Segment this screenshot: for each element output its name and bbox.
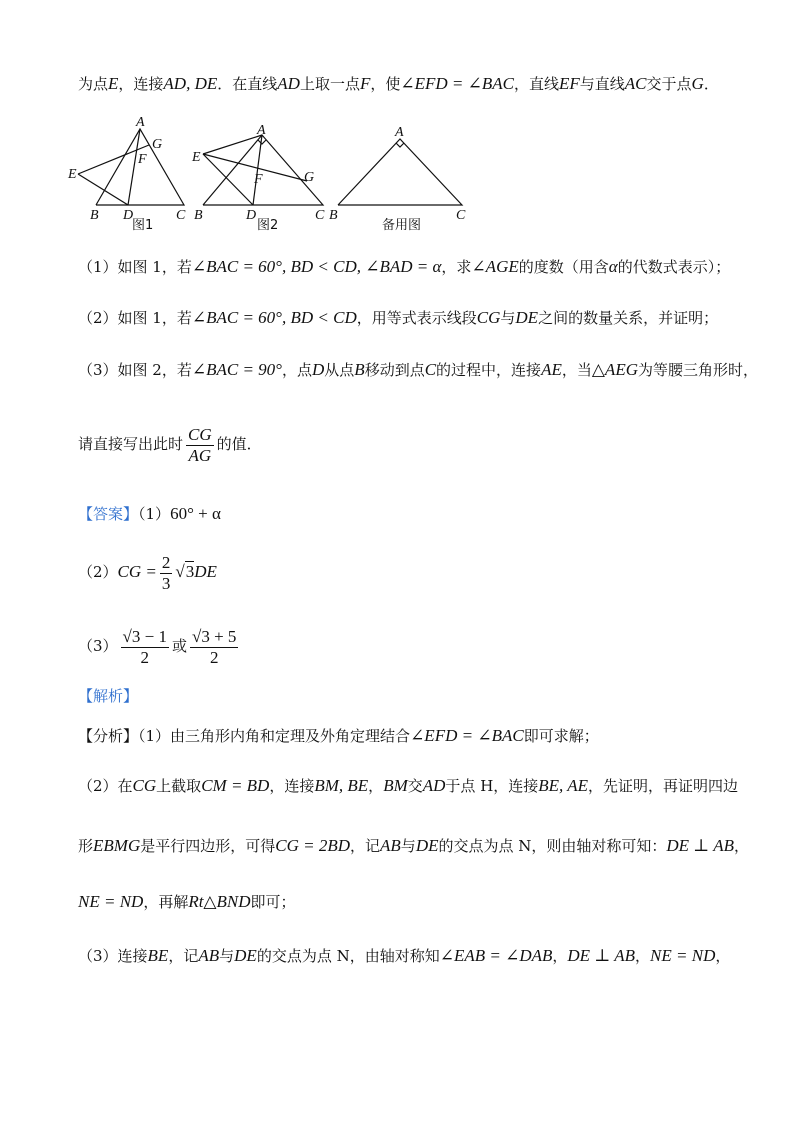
math: AC [624, 74, 647, 93]
math: G [691, 74, 704, 93]
analysis-line-5 [78, 946, 730, 966]
numerator: √3 − 1 [122, 626, 167, 646]
math: CG = [117, 562, 157, 581]
text: ，用等式表示线段 [356, 309, 477, 327]
math: CG [132, 776, 157, 795]
math: ∠BAC = 90° [191, 360, 282, 379]
fig2-caption: 图2 [257, 218, 279, 233]
math: DE ⊥ AB [666, 836, 735, 855]
geometry-figures [66, 112, 486, 237]
text: 的度数（用含 [518, 258, 609, 276]
math: ∠BAC = 60°, BD < CD [191, 308, 357, 327]
radicand: 3 [185, 562, 195, 581]
math: AD [277, 74, 300, 93]
math: BM [383, 776, 408, 795]
math: DE [234, 946, 257, 965]
text: ，再解 [143, 893, 189, 911]
question-3 [78, 360, 758, 380]
text: （1）如图 1，若 [78, 258, 192, 276]
question-3-cont [78, 424, 262, 465]
math: ∠EAB = ∠DAB [439, 946, 553, 965]
math: Rt△BND [188, 892, 251, 911]
math: △AEG [591, 360, 638, 379]
fig2-label-G: G [304, 170, 315, 185]
denominator: AG [188, 445, 212, 465]
fig2-label-F: F [254, 172, 263, 187]
text: （1） [138, 505, 171, 523]
answer-2 [78, 552, 217, 593]
fraction-answer-b [190, 628, 238, 667]
math: ∠EFD = ∠BAC [410, 726, 524, 745]
text: （3）连接 [78, 947, 148, 965]
analysis-tag-line [78, 686, 138, 706]
math: CM = BD [201, 776, 270, 795]
fig1-label-A: A [136, 115, 145, 130]
text: 移动到点 [364, 361, 425, 379]
math: ∠EFD = ∠BAC [400, 74, 514, 93]
fig2-label-B: B [194, 208, 203, 223]
math: ∠BAC = 60°, BD < CD, ∠BAD = α [191, 257, 442, 276]
text: 上取一点 [299, 75, 360, 93]
text: 与 [500, 309, 516, 327]
analysis-tag: 【解析】 [78, 687, 139, 705]
math: 60° + α [170, 504, 221, 523]
math: CG = 2BD [275, 836, 350, 855]
denominator: 2 [140, 647, 149, 667]
math: DE [194, 562, 217, 581]
text: （2）在 [78, 777, 133, 795]
fig2-label-C: C [315, 208, 325, 223]
fig3-label-A: A [395, 125, 404, 140]
fig3-caption: 备用图 [382, 218, 422, 233]
text: ，记 [168, 947, 199, 965]
math: AE [541, 360, 562, 379]
text: ， [715, 947, 731, 965]
figure-3-lines [338, 139, 462, 205]
text: ， [635, 947, 651, 965]
text: ，当 [561, 361, 592, 379]
text: ，记 [350, 837, 381, 855]
text: 交于点 [646, 75, 692, 93]
fig1-label-E: E [68, 167, 77, 182]
text: （2） [78, 563, 118, 581]
text: 于点 H，连接 [445, 777, 539, 795]
fig1-label-C: C [176, 208, 186, 223]
text: 即可求解； [523, 727, 599, 745]
text: （3）如图 2，若 [78, 361, 192, 379]
math: C [424, 360, 437, 379]
math: α [608, 257, 618, 276]
text: 是平行四边形，可得 [140, 837, 276, 855]
text: 上截取 [156, 777, 202, 795]
question-1 [78, 257, 730, 277]
text: 的交点为点 N，由轴对称知 [256, 947, 440, 965]
fraction-answer-a [121, 628, 169, 667]
math: DE [515, 308, 539, 327]
text: 与 [219, 947, 235, 965]
text: ，先证明，再证明四边 [588, 777, 739, 795]
figure-1-lines [78, 129, 184, 205]
denominator: 3 [161, 573, 171, 593]
answer-tag: 【答案】 [78, 505, 139, 523]
fig1-label-B: B [90, 208, 99, 223]
text: （2）如图 1，若 [78, 309, 192, 327]
text: ． [703, 75, 719, 93]
math: AD, DE [163, 74, 218, 93]
text: 从点 [324, 361, 355, 379]
fig1-caption: 图1 [132, 218, 154, 233]
math: CG [476, 308, 501, 327]
math: F [359, 74, 371, 93]
fraction-two-thirds [160, 554, 173, 593]
math: AB [380, 836, 401, 855]
text: ，求 [441, 258, 472, 276]
math: EF [559, 74, 580, 93]
fig1-label-G: G [152, 137, 163, 152]
fraction-cg-ag [186, 426, 214, 465]
analysis-line-1 [78, 726, 599, 746]
text: 的交点为点 N，则由轴对称可知： [438, 837, 667, 855]
text: ．在直线 [217, 75, 278, 93]
text: 交 [407, 777, 423, 795]
numerator: CG [188, 424, 212, 444]
math: D [312, 360, 325, 379]
text: 与直线 [579, 75, 625, 93]
text: 请直接写出此时 [78, 435, 184, 453]
answer-1 [78, 504, 221, 524]
math: E [108, 74, 119, 93]
text: 或 [171, 637, 187, 655]
fig2-label-D: D [246, 208, 257, 223]
math: BE [147, 946, 169, 965]
question-2 [78, 308, 718, 328]
text: ，连接 [269, 777, 315, 795]
text: ，直线 [513, 75, 559, 93]
text: ，使 [370, 75, 401, 93]
math: BM, BE [314, 776, 369, 795]
math: AB [198, 946, 220, 965]
fig2-label-E: E [192, 150, 201, 165]
fig1-label-D: D [123, 208, 134, 223]
sqrt-sign: √ [175, 562, 185, 581]
text: （3） [78, 637, 118, 655]
text: 与 [400, 837, 416, 855]
text: ，点 [281, 361, 312, 379]
answer-3 [78, 624, 241, 668]
math: EBMG [93, 836, 141, 855]
fig1-label-F: F [138, 152, 147, 167]
analysis-line-4 [78, 892, 296, 912]
text: ，连接 [118, 75, 164, 93]
math: ∠AGE [471, 257, 519, 276]
numerator: 2 [161, 552, 171, 572]
numerator: √3 + 5 [191, 626, 237, 646]
fig3-label-C: C [456, 208, 466, 223]
math: NE = ND [78, 892, 144, 911]
text: 为点 [78, 75, 109, 93]
analysis-line-2 [78, 776, 738, 796]
text: 为等腰三角形时， [637, 361, 758, 379]
math: B [354, 360, 365, 379]
fig3-label-B: B [329, 208, 338, 223]
text: （1）由三角形内角和定理及外角定理结合 [138, 727, 411, 745]
analysis-line-3 [78, 836, 749, 856]
math: NE = ND [650, 946, 716, 965]
text: 形 [78, 837, 94, 855]
math: DE [415, 836, 439, 855]
fig2-label-A: A [257, 123, 266, 138]
text: 【分析】 [78, 727, 139, 745]
math: AD [422, 776, 446, 795]
text: 之间的数量关系，并证明； [538, 309, 719, 327]
text: ， [552, 947, 568, 965]
text: 即可； [250, 893, 296, 911]
math: DE ⊥ AB [567, 946, 636, 965]
intro-line [78, 74, 719, 94]
text: 的值． [216, 435, 262, 453]
text: 的过程中，连接 [436, 361, 542, 379]
text: ， [734, 837, 750, 855]
text: ， [368, 777, 384, 795]
text: 的代数式表示）； [617, 258, 731, 276]
denominator: 2 [209, 647, 219, 667]
math: BE, AE [538, 776, 589, 795]
